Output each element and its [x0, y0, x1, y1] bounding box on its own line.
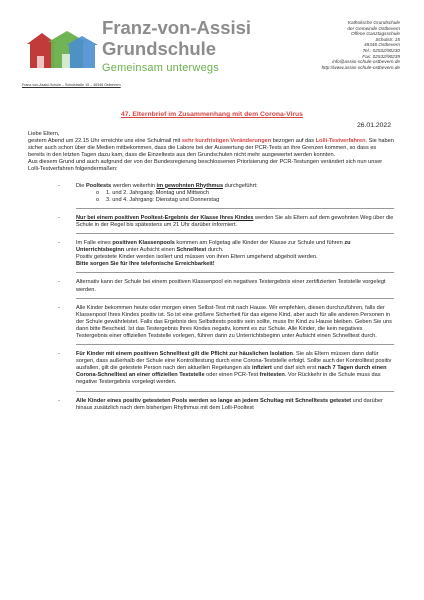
contact-line: Schulstr. 15: [375, 36, 400, 42]
item-bold: Bitte sorgen Sie für Ihre telefonische Erreichbarkeit!: [76, 261, 215, 268]
item-text: durchgeführt:: [223, 182, 258, 189]
intro-highlight: sehr kurzfristigen Veränderungen: [181, 138, 272, 145]
salutation: Liebe Eltern,: [28, 131, 60, 137]
item-text: oder einen PCR-Test: [204, 372, 260, 379]
dash-bullet: -: [58, 304, 60, 311]
dash-bullet: -: [58, 214, 60, 221]
divider: [76, 208, 394, 209]
divider: [76, 272, 394, 273]
divider: [76, 344, 394, 345]
school-logo-icon: [22, 30, 100, 70]
contact-block: [282, 20, 400, 70]
divider: [76, 391, 394, 392]
item-bold: nach 7 Tagen durch einen Corona-Schnelltest an einer offiziellen Teststelle: [76, 365, 387, 379]
item-text: und darüber hinaus zusätzlich nach dem bisherigen Rhythmus mit dem Lolli-Pooltest: [76, 397, 383, 411]
item-text: werden Sie als Eltern auf dem gewohnten Weg über die Schule in der Regel bis spätestens um 21 Uhr darüber informiert.: [76, 214, 394, 228]
school-tagline: Gemeinsam unterwegs: [102, 62, 219, 74]
item-bold: infiziert: [252, 365, 272, 372]
list-item-pooltests: [54, 183, 394, 209]
item-text: Alternativ kann der Schule bei einem positiven Klassenpool ein negatives Testergebnis einer zertifizierten Teststelle vorgelegt werden.: [76, 279, 386, 293]
item-text: . Sie als Eltern müssen dann dafür sorgen, dass außerhalb der Schule eine Kontrolltestung durch eine Corona-Teststelle erfolgt. Sollte auch der Kontrolltest positiv ausfallen, gilt die getestete Person nach den aktuellen Regelungen als: [76, 351, 392, 372]
item-text: unter Aufsicht einen: [124, 247, 177, 254]
school-name-line2: Grundschule: [102, 38, 217, 59]
list-item-class-testing: [54, 240, 394, 273]
item-bold: Für Kinder mit einem positiven Schnelltest gilt die Pflicht zur häuslichen Isolation: [76, 351, 293, 358]
school-name-line1: Franz-von-Assisi: [102, 17, 252, 38]
dash-bullet: -: [58, 397, 60, 404]
list-item-pool-testing: [54, 398, 394, 412]
item-bold: Alle Kinder eines positiv getesteten Pools werden so lange an jedem Schultag mit Schnelltests getestet: [76, 397, 352, 404]
dash-bullet: -: [58, 182, 60, 189]
contact-email[interactable]: info@assisi-schule-ostbevern.de: [332, 59, 400, 65]
intro-text: . Sie haben sicher auch schon über die Medien mitbekommen, dass die Labore bei der Auswertung der PCR-Tests an ihre Grenzen kommen, so dass es bereits in den letzten Tagen dazu kam, dass die Einzeltests aus den Grundschulen nicht mehr ausgewertet werden konnten.: [28, 138, 394, 159]
contact-line: der Gemeinde Ostbevern: [347, 25, 400, 31]
item-text: . Vor Rückkehr in die Schule muss das negative Testergebnis vorgelegt werden.: [76, 372, 381, 386]
item-text: durch.: [206, 247, 224, 254]
contact-line: 48346 Ostbevern: [364, 42, 400, 48]
contact-line: Katholische Grundschule: [347, 20, 400, 25]
item-text: Im Falle eines: [76, 240, 113, 247]
circle-bullet-icon: o: [96, 189, 100, 196]
sub-item-text: 1. und 2. Jahrgang: Montag und Mittwoch: [106, 189, 209, 196]
sub-item-grades-3-4: [76, 197, 394, 204]
letter-date: 26.01.2022: [356, 122, 391, 129]
intro-highlight: Lolli-Testverfahren: [315, 138, 366, 145]
contact-website[interactable]: http://www.assisi-schule-ostbevern.de: [321, 64, 400, 70]
item-bold: Schnelltest: [176, 247, 207, 254]
letter-title: 47. Elternbrief im Zusammenhang mit dem Corona-Virus: [121, 111, 303, 118]
item-text: werden weiterhin: [111, 182, 157, 189]
circle-bullet-icon: o: [96, 196, 100, 203]
address-line: Franz-von-Assisi-Schule – Schulstraße 15 – 48346 Ostbevern: [22, 83, 121, 87]
item-text: Positiv getestete Kinder werden isoliert und müssen von ihren Eltern umgehend abgeholt werden.: [76, 254, 318, 261]
item-bold: im gewohnten Rhythmus: [156, 182, 224, 189]
school-name: [102, 18, 251, 58]
intro-paragraph-2: Aus diesem Grund und auch aufgrund der von der Bundesregierung beschlossenen Priorisierung der PCR-Testungen verändert sich nun unser Lolli-Testverfahren folgendermaßen:: [28, 159, 383, 173]
divider: [76, 298, 394, 299]
contact-line: Tel.: 02532/90230: [362, 47, 400, 53]
list-item-alternative: [54, 279, 394, 298]
intro-text: gestern Abend um 22.15 Uhr erreichte uns eine Schulmail mit: [28, 138, 182, 145]
dash-bullet: -: [58, 279, 60, 286]
intro-paragraph: [28, 138, 394, 159]
item-text: und darf sich erst: [271, 365, 318, 372]
list-item-self-test: [54, 305, 394, 345]
dash-bullet: -: [58, 351, 60, 358]
item-bold: positiven Klassenpools: [112, 240, 175, 247]
list-item-isolation: [54, 351, 394, 391]
item-bold: Nur bei einem positiven Pooltest-Ergebnis der Klasse Ihres Kindes: [76, 214, 254, 221]
sub-item-text: 3. und 4. Jahrgang: Dienstag und Donnerstag: [106, 196, 220, 203]
contact-line: Fax: 02532/90239: [362, 53, 400, 59]
contact-line: Offene Ganztagsschule: [351, 31, 400, 37]
item-bold: Pooltests: [85, 182, 112, 189]
item-text: Die: [76, 182, 86, 189]
dash-bullet: -: [58, 240, 60, 247]
letter-body: [28, 131, 394, 412]
list-item-positive-pool: [54, 215, 394, 234]
item-bold: zu Unterrichtsbeginn: [76, 240, 351, 254]
item-text: Alle Kinder bekommen heute oder morgen einen Selbst-Test mit nach Hause. Wir empfehlen, diesen durchzuführen, falls der Klassenpool Ihres Kindes positiv ist. So ist eine größere Sicherheit für das eigene Kind, aber auch für alle anderen Personen in der Schule gewährleistet. Falls das Ergebnis des Selbsttests positiv sein sollte, muss Ihr Kind zu Hause bleiben. Geben Sie uns dann bitte Bescheid. Ist das Testergebnis Ihres Kindes negativ, kommt es zur Schule. Alle Kinder, die kein negatives Testergebnis einer offiziellen Teststelle vorlegen, führen dann zu Unterrichtsbeginn unter Aufsicht einen Schnelltest durch.: [76, 304, 392, 339]
item-text: kommen am Folgetag alle Kinder der Klasse zur Schule und führen: [174, 240, 345, 247]
intro-text: bezogen auf das: [271, 138, 316, 145]
divider: [76, 233, 394, 234]
sub-item-grades-1-2: [76, 190, 394, 197]
item-bold: freitesten: [259, 372, 285, 379]
